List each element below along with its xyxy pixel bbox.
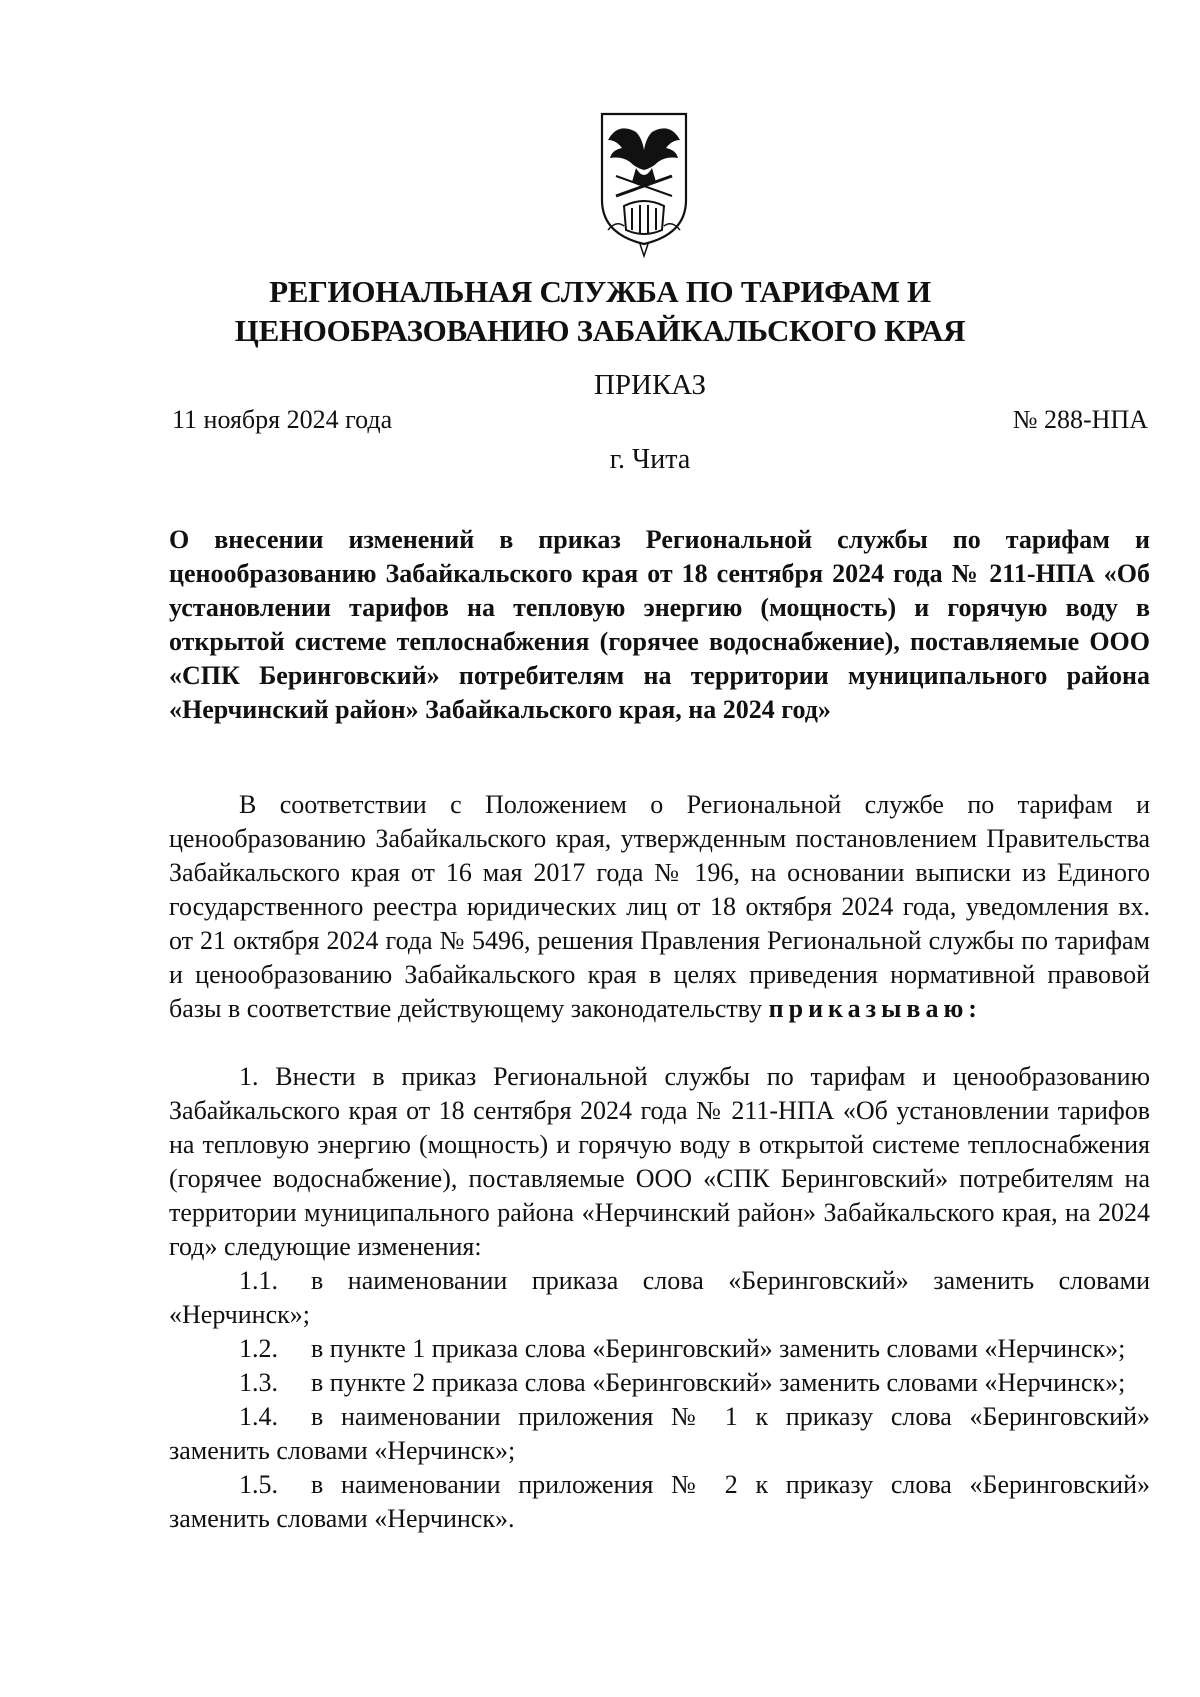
- subitem-1-1: [169, 1264, 1150, 1332]
- subitem-text: в пункте 1 приказа слова «Беринговский» заменить словами «Нерчинск»;: [311, 1334, 1126, 1363]
- order-word: приказываю:: [768, 994, 982, 1023]
- subitem-1-3: [169, 1366, 1150, 1400]
- document-city: г. Чита: [609, 444, 691, 475]
- subitem-text: в пункте 2 приказа слова «Беринговский» заменить словами «Нерчинск»;: [311, 1368, 1126, 1397]
- subitem-number: 1.3.: [239, 1368, 278, 1397]
- subitem-number: 1.1.: [239, 1266, 278, 1295]
- preamble-paragraph: [169, 788, 1150, 1026]
- subitem-text: в наименовании приложения № 1 к приказу слова «Беринговский» заменить словами «Нерчинск»;: [169, 1402, 1150, 1465]
- document-type: ПРИКАЗ: [593, 369, 707, 401]
- subitem-number: 1.5.: [239, 1470, 278, 1499]
- document-date: 11 ноября 2024 года: [172, 405, 393, 434]
- subitem-text: в наименовании приложения № 2 к приказу слова «Беринговский» заменить словами «Нерчинск».: [169, 1470, 1150, 1533]
- document-number: № 288-НПА: [1012, 405, 1148, 434]
- subitem-1-4: [169, 1400, 1150, 1468]
- organization-title-line1: РЕГИОНАЛЬНАЯ СЛУЖБА ПО ТАРИФАМ И: [269, 274, 931, 309]
- coat-of-arms-eagle-icon: [596, 110, 692, 260]
- document-subject: О внесении изменений в приказ Региональной службы по тарифам и ценообразованию Забайкальского края от 18 сентября 2024 года № 211-НПА «Об установлении тарифов на тепловую энергию (мощность) и горячую воду в открытой системе теплоснабжения (горячее водоснабжение), поставляемые ООО «СПК Беринговский» потребителям на территории муниципального района «Нерчинский район» Забайкальского края, на 2024 год»: [169, 525, 1150, 724]
- subitem-number: 1.2.: [239, 1334, 278, 1363]
- preamble-text: В соответствии с Положением о Региональной службе по тарифам и ценообразованию Забайкальского края, утвержденным постановлением Правительства Забайкальского края от 16 мая 2017 года № 196, на основании выписки из Единого государственного реестра юридических лиц от 18 октября 2024 года, уведомления вх. от 21 октября 2024 года № 5496, решения Правления Региональной службы по тарифам и ценообразованию Забайкальского края в целях приведения нормативной правовой базы в соответствие действующему законодательству: [169, 790, 1150, 1023]
- subitem-1-2: [169, 1332, 1150, 1366]
- organization-title-line2: ЦЕНООБРАЗОВАНИЮ ЗАБАЙКАЛЬСКОГО КРАЯ: [234, 313, 966, 348]
- clause-1: 1. Внести в приказ Региональной службы по тарифам и ценообразованию Забайкальского края от 18 сентября 2024 года № 211-НПА «Об установлении тарифов на тепловую энергию (мощность) и горячую воду в открытой системе теплоснабжения (горячее водоснабжение), поставляемые ООО «СПК Беринговский» потребителям на территории муниципального района «Нерчинский район» Забайкальского края, на 2024 год» следующие изменения:: [169, 1062, 1150, 1261]
- subitem-1-5: [169, 1468, 1150, 1536]
- document-body: [169, 788, 1150, 1536]
- paragraph-gap: [169, 1026, 1150, 1060]
- subitem-number: 1.4.: [239, 1402, 278, 1431]
- organization-title: [150, 272, 1050, 350]
- subitem-text: в наименовании приказа слова «Беринговский» заменить словами «Нерчинск»;: [169, 1266, 1150, 1329]
